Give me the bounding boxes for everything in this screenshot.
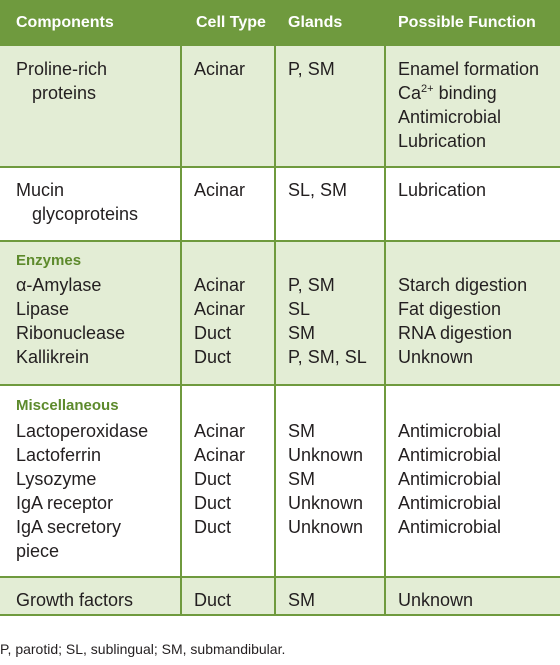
enzymes-functions [398,273,527,369]
table-header [0,0,560,46]
cell-type: Duct [194,323,232,343]
enzymes-components [16,273,125,369]
function-line: Lubrication [398,131,487,151]
table-row-growth-factors: Growth factors [16,590,134,610]
table-row: IgA receptor [16,493,114,513]
row-divider [0,614,560,616]
function-line: Enamel formation [398,59,540,79]
header-components: Components [16,14,114,31]
cell-type: Duct [194,469,232,489]
possible-function: Unknown [398,590,474,610]
table-row-mucin-component [16,178,138,226]
table-row: Lipase [16,299,70,319]
column-divider [384,46,386,616]
glands: P, SM, SL [288,347,367,367]
possible-function: Fat digestion [398,299,502,319]
table-row: Kallikrein [16,347,90,367]
misc-functions [398,419,501,539]
possible-function: RNA digestion [398,323,513,343]
table-row-continued: piece [16,541,60,561]
possible-function: Antimicrobial [398,445,502,465]
cell-type: Duct [194,590,232,610]
calcium-symbol: Ca [398,83,422,103]
row-divider [0,166,560,168]
table-row: Lactoperoxidase [16,421,149,441]
table-row: α-Amylase [16,275,102,295]
cell-type: Acinar [194,180,246,200]
table-row: Lactoferrin [16,445,102,465]
possible-function: Antimicrobial [398,421,502,441]
possible-function: Unknown [398,347,474,367]
glands: Unknown [288,493,364,513]
enzymes-glands [288,273,367,369]
component-line: Mucin [16,180,65,200]
glands: Unknown [288,445,364,465]
cell-type: Acinar [194,299,246,319]
enzymes-cell-types [194,273,245,369]
group-title-miscellaneous: Miscellaneous [16,397,119,414]
row-divider [0,576,560,578]
component-line: Proline-rich [16,59,108,79]
glands: SL, SM [288,180,348,200]
glands: SM [288,469,315,489]
glands: P, SM [288,275,335,295]
possible-function: Starch digestion [398,275,528,295]
possible-function [398,57,539,153]
table-row: Lysozyme [16,469,97,489]
possible-function: Antimicrobial [398,493,502,513]
possible-function: Antimicrobial [398,517,502,537]
glands: SM [288,590,315,610]
header-glands: Glands [288,14,343,31]
column-divider [274,46,276,616]
function-line [398,81,539,105]
component-line: proteins [32,83,97,103]
cell-type: Acinar [194,59,246,79]
function-text: binding [433,83,497,103]
header-function: Possible Function [398,14,536,31]
misc-components [16,419,148,563]
cell-type: Duct [194,493,232,513]
table-row: IgA secretory [16,517,122,537]
misc-glands [288,419,363,539]
charge-superscript: 2+ [421,83,434,95]
glands: SL [288,299,311,319]
cell-type: Duct [194,347,232,367]
cell-type: Acinar [194,445,246,465]
function-line: Antimicrobial [398,107,502,127]
possible-function: Lubrication [398,180,487,200]
header-cell-type: Cell Type [196,14,266,31]
cell-type: Acinar [194,275,246,295]
cell-type: Duct [194,517,232,537]
table-row: Ribonuclease [16,323,126,343]
misc-cell-types [194,419,245,539]
component-line: glycoproteins [32,204,139,224]
group-title-enzymes: Enzymes [16,252,82,269]
glands: P, SM [288,59,335,79]
table-footnote: P, parotid; SL, sublingual; SM, submandibular. [0,641,286,657]
table-row-proline-component [16,57,107,105]
possible-function: Antimicrobial [398,469,502,489]
column-divider [180,46,182,616]
glands: SM [288,323,315,343]
row-divider [0,384,560,386]
cell-type: Acinar [194,421,246,441]
row-divider [0,240,560,242]
glands: Unknown [288,517,364,537]
glands: SM [288,421,315,441]
